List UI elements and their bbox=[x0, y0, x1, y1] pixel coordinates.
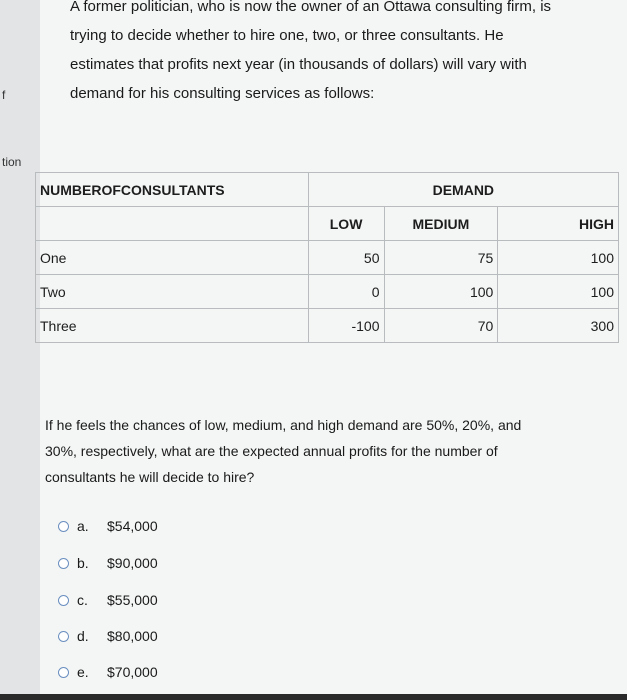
option-text: $54,000 bbox=[107, 518, 158, 534]
cell-value: 75 bbox=[384, 241, 498, 275]
payoff-table bbox=[35, 172, 619, 343]
option-b[interactable] bbox=[58, 555, 158, 571]
radio-button[interactable] bbox=[58, 558, 69, 569]
option-text: $70,000 bbox=[107, 664, 158, 680]
option-letter: b. bbox=[77, 555, 89, 571]
col-header-low: LOW bbox=[308, 207, 384, 241]
empty-cell bbox=[36, 207, 309, 241]
sidebar-fragment: tion bbox=[2, 155, 22, 169]
radio-button[interactable] bbox=[58, 595, 69, 606]
table-subheader-row bbox=[36, 207, 619, 241]
option-d[interactable] bbox=[58, 628, 158, 644]
cell-value: 0 bbox=[308, 275, 384, 309]
sidebar-fragment: f bbox=[2, 88, 6, 102]
cell-value: 100 bbox=[498, 275, 619, 309]
option-e[interactable] bbox=[58, 664, 158, 680]
option-text: $90,000 bbox=[107, 555, 158, 571]
cell-value: 300 bbox=[498, 309, 619, 343]
radio-button[interactable] bbox=[58, 521, 69, 532]
option-a[interactable] bbox=[58, 518, 158, 534]
option-letter: c. bbox=[77, 592, 88, 608]
bottom-edge bbox=[0, 694, 627, 700]
table-row bbox=[36, 275, 619, 309]
question-text: If he feels the chances of low, medium, and high demand are 50%, 20%, and 30%, respectively, what are the expected annual profits for the number of consultants he will decide to hire? bbox=[45, 417, 522, 485]
cell-value: 100 bbox=[384, 275, 498, 309]
cell-value: -100 bbox=[308, 309, 384, 343]
option-c[interactable] bbox=[58, 592, 158, 608]
option-letter: a. bbox=[77, 518, 89, 534]
radio-button[interactable] bbox=[58, 667, 69, 678]
demand-header: DEMAND bbox=[308, 173, 618, 207]
option-letter: d. bbox=[77, 628, 89, 644]
table-row bbox=[36, 309, 619, 343]
table-row bbox=[36, 241, 619, 275]
row-label: One bbox=[36, 241, 309, 275]
cell-value: 100 bbox=[498, 241, 619, 275]
corner-label: NUMBEROFCONSULTANTS bbox=[36, 173, 309, 207]
option-text: $55,000 bbox=[107, 592, 158, 608]
cell-value: 70 bbox=[384, 309, 498, 343]
table-header-row bbox=[36, 173, 619, 207]
radio-button[interactable] bbox=[58, 631, 69, 642]
col-header-high: HIGH bbox=[498, 207, 619, 241]
question-intro: A former politician, who is now the owner of an Ottawa consulting firm, is trying to decide whether to hire one, two, or three consultants. He estimates that profits next year (in thousands of dollars) will vary with demand for his consulting services as follows: bbox=[70, 0, 552, 102]
option-text: $80,000 bbox=[107, 628, 158, 644]
left-sidebar-strip bbox=[0, 0, 41, 700]
col-header-medium: MEDIUM bbox=[384, 207, 498, 241]
option-letter: e. bbox=[77, 664, 89, 680]
row-label: Three bbox=[36, 309, 309, 343]
cell-value: 50 bbox=[308, 241, 384, 275]
row-label: Two bbox=[36, 275, 309, 309]
